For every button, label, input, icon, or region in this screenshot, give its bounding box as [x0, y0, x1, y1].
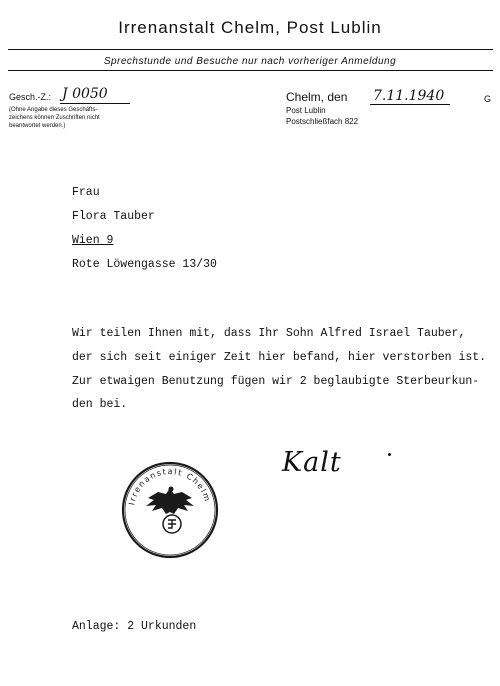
reference-label: Gesch.-Z.: — [9, 92, 52, 102]
eagle-emblem-icon — [146, 487, 194, 534]
post-label: Post Lublin — [286, 106, 326, 115]
institution-stamp — [118, 458, 222, 562]
letterhead-title: Irrenanstalt Chelm, Post Lublin — [118, 18, 382, 37]
letter-date: 7.11.1940 — [373, 88, 445, 104]
recipient-line-3: Wien 9 — [72, 234, 114, 247]
reference-note-2: zeichens können Zuschriften nicht — [9, 115, 100, 121]
recipient-line-1: Frau — [72, 186, 100, 199]
reference-note-1: (Ohne Angabe dieses Geschäfts- — [9, 107, 98, 113]
signature: Kalt — [282, 447, 342, 478]
stamp-ring-text: Irrenanstalt Chelm — [127, 466, 213, 506]
body-line-4: den bei. — [72, 398, 128, 411]
body-line-1: Wir teilen Ihnen mit, dass Ihr Sohn Alfred Israel Tauber, — [72, 327, 466, 340]
enclosure-note: Anlage: 2 Urkunden — [72, 620, 197, 633]
postbox-label: Postschließfach 822 — [286, 117, 359, 126]
body-line-3: Zur etwaigen Benutzung fügen wir 2 beglaubigte Sterbeurkun- — [72, 375, 480, 388]
place-label: Chelm, den — [286, 90, 348, 104]
date-underline — [370, 104, 450, 105]
recipient-line-4: Rote Löwengasse 13/30 — [72, 258, 217, 271]
reference-note-3: beantwortet werden.) — [9, 123, 66, 129]
recipient-line-2: Flora Tauber — [72, 210, 155, 223]
reference-underline — [60, 103, 130, 104]
letterhead-subtitle: Sprechstunde und Besuche nur nach vorheriger Anmeldung — [103, 56, 397, 67]
letterhead-top-rule — [8, 49, 493, 50]
edge-mark: G — [484, 94, 492, 104]
body-line-2: der sich seit einiger Zeit hier befand, hier verstorben ist. — [72, 351, 487, 364]
letterhead-bottom-rule — [8, 70, 493, 71]
reference-value: J 0050 — [62, 86, 108, 102]
ink-dot — [388, 453, 391, 456]
